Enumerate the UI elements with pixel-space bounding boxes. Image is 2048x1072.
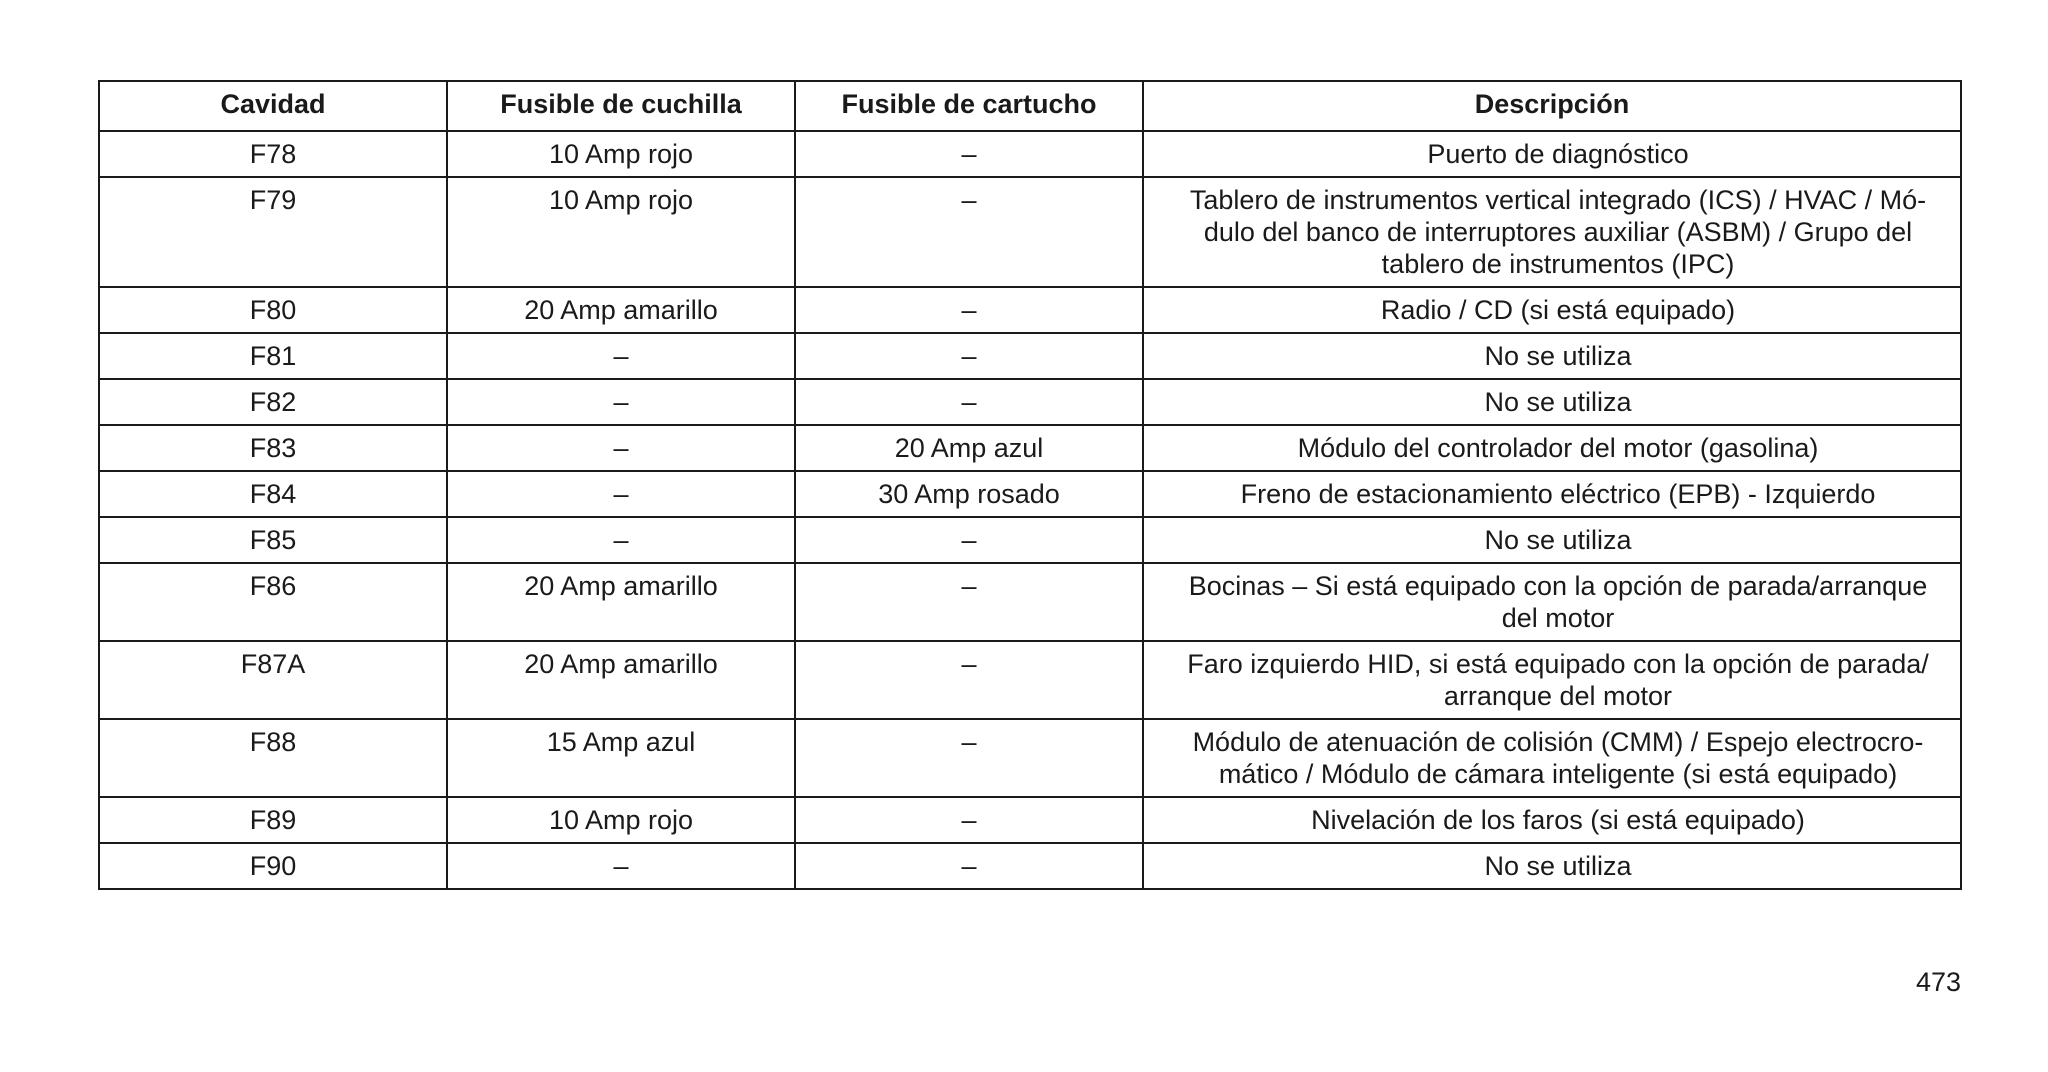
table-row <box>99 287 1961 333</box>
cartridge-fuse-cell: – <box>795 641 1143 719</box>
cartridge-fuse-cell: – <box>795 177 1143 287</box>
table-row <box>99 797 1961 843</box>
cartridge-fuse-cell: 20 Amp azul <box>795 425 1143 471</box>
description-line: No se utiliza <box>1484 387 1632 417</box>
cavity-cell: F80 <box>99 287 447 333</box>
cavity-cell: F81 <box>99 333 447 379</box>
description-cell <box>1143 471 1961 517</box>
table-row <box>99 471 1961 517</box>
blade-fuse-cell: 15 Amp azul <box>447 719 795 797</box>
table-row <box>99 379 1961 425</box>
cartridge-fuse-cell: – <box>795 843 1143 889</box>
header-description: Descripción <box>1143 81 1961 131</box>
table-row <box>99 333 1961 379</box>
table-row <box>99 131 1961 177</box>
table-body <box>99 131 1961 889</box>
cartridge-fuse-cell: – <box>795 563 1143 641</box>
blade-fuse-cell: – <box>447 843 795 889</box>
description-line: arranque del motor <box>1443 681 1673 711</box>
cavity-cell: F79 <box>99 177 447 287</box>
cavity-cell: F84 <box>99 471 447 517</box>
description-cell <box>1143 131 1961 177</box>
description-line: Nivelación de los faros (si está equipado) <box>1311 805 1805 835</box>
cartridge-fuse-cell: – <box>795 797 1143 843</box>
description-line: No se utiliza <box>1484 525 1632 555</box>
description-line: Bocinas – Si está equipado con la opción de parada/arranque <box>1188 571 1928 601</box>
blade-fuse-cell: 20 Amp amarillo <box>447 563 795 641</box>
description-cell <box>1143 563 1961 641</box>
table-row <box>99 641 1961 719</box>
cavity-cell: F89 <box>99 797 447 843</box>
cavity-cell: F85 <box>99 517 447 563</box>
cavity-cell: F82 <box>99 379 447 425</box>
description-cell <box>1143 425 1961 471</box>
description-cell <box>1143 517 1961 563</box>
table-row <box>99 719 1961 797</box>
cartridge-fuse-cell: – <box>795 131 1143 177</box>
table-row <box>99 843 1961 889</box>
description-line: Módulo del controlador del motor (gasolina) <box>1297 433 1819 463</box>
description-cell <box>1143 843 1961 889</box>
description-cell <box>1143 333 1961 379</box>
blade-fuse-cell: 20 Amp amarillo <box>447 641 795 719</box>
description-cell <box>1143 797 1961 843</box>
cartridge-fuse-cell: 30 Amp rosado <box>795 471 1143 517</box>
cavity-cell: F78 <box>99 131 447 177</box>
description-line: Módulo de atenuación de colisión (CMM) / Espejo electrocro- <box>1192 727 1924 757</box>
cavity-cell: F83 <box>99 425 447 471</box>
description-line: mático / Módulo de cámara inteligente (si está equipado) <box>1218 759 1898 789</box>
description-line: Faro izquierdo HID, si está equipado con la opción de parada/ <box>1187 649 1929 679</box>
cartridge-fuse-cell: – <box>795 287 1143 333</box>
blade-fuse-cell: – <box>447 425 795 471</box>
description-line: No se utiliza <box>1484 341 1632 371</box>
table-row <box>99 177 1961 287</box>
description-line: dulo del banco de interruptores auxiliar (ASBM) / Grupo del <box>1203 217 1913 247</box>
description-line: del motor <box>1501 603 1615 633</box>
blade-fuse-cell: – <box>447 471 795 517</box>
description-line: Puerto de diagnóstico <box>1427 139 1689 169</box>
description-cell <box>1143 287 1961 333</box>
header-cavity: Cavidad <box>99 81 447 131</box>
table-row <box>99 425 1961 471</box>
blade-fuse-cell: – <box>447 379 795 425</box>
cavity-cell: F90 <box>99 843 447 889</box>
description-line: Tablero de instrumentos vertical integrado (ICS) / HVAC / Mó- <box>1189 185 1927 215</box>
blade-fuse-cell: 10 Amp rojo <box>447 177 795 287</box>
description-cell <box>1143 379 1961 425</box>
cartridge-fuse-cell: – <box>795 517 1143 563</box>
header-blade-fuse: Fusible de cuchilla <box>447 81 795 131</box>
blade-fuse-cell: 10 Amp rojo <box>447 797 795 843</box>
description-line: Radio / CD (si está equipado) <box>1380 295 1736 325</box>
description-cell <box>1143 719 1961 797</box>
blade-fuse-cell: 20 Amp amarillo <box>447 287 795 333</box>
description-line: tablero de instrumentos (IPC) <box>1381 249 1735 279</box>
description-line: No se utiliza <box>1484 851 1632 881</box>
blade-fuse-cell: – <box>447 333 795 379</box>
description-cell <box>1143 177 1961 287</box>
header-cartridge-fuse: Fusible de cartucho <box>795 81 1143 131</box>
cavity-cell: F88 <box>99 719 447 797</box>
blade-fuse-cell: – <box>447 517 795 563</box>
cavity-cell: F87A <box>99 641 447 719</box>
cavity-cell: F86 <box>99 563 447 641</box>
table-row <box>99 563 1961 641</box>
description-cell <box>1143 641 1961 719</box>
cartridge-fuse-cell: – <box>795 379 1143 425</box>
blade-fuse-cell: 10 Amp rojo <box>447 131 795 177</box>
page-number: 473 <box>1915 967 1961 997</box>
description-line: Freno de estacionamiento eléctrico (EPB) - Izquierdo <box>1240 479 1876 509</box>
table-header-row <box>99 81 1961 131</box>
cartridge-fuse-cell: – <box>795 333 1143 379</box>
fuse-table <box>98 80 1962 890</box>
cartridge-fuse-cell: – <box>795 719 1143 797</box>
table-row <box>99 517 1961 563</box>
